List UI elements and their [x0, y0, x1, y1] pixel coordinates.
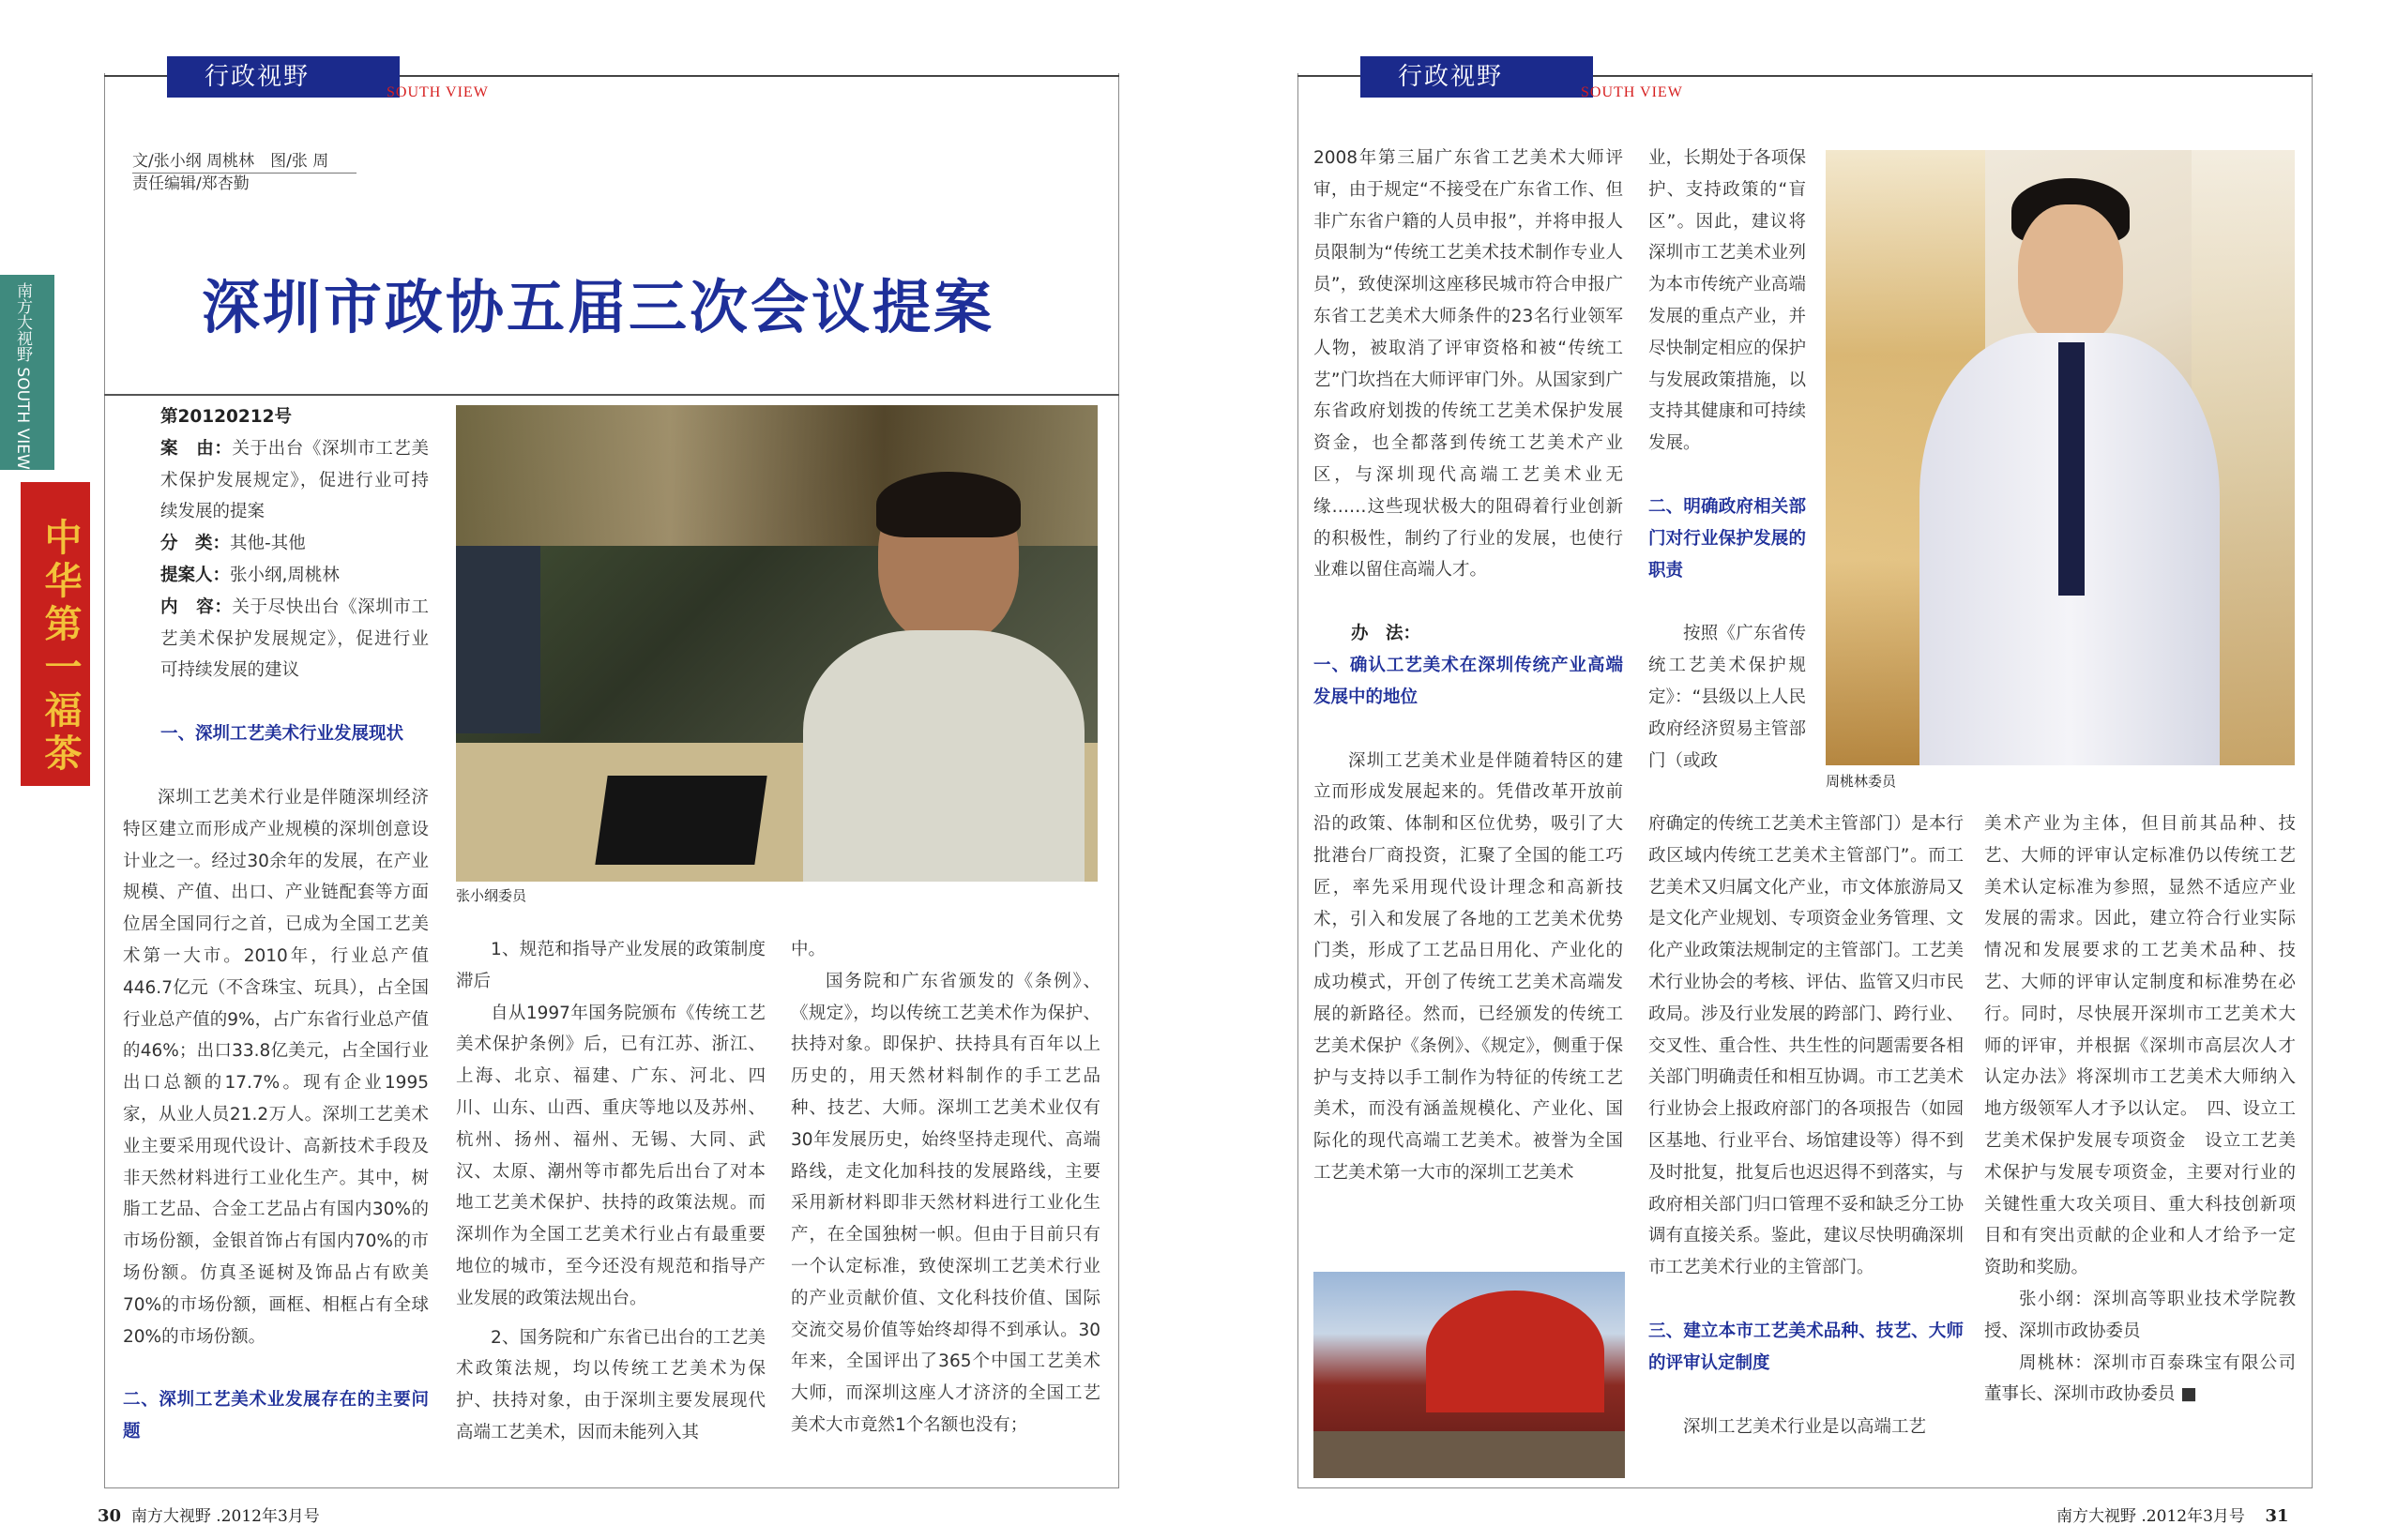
- left-section-tab: 行政视野: [167, 56, 400, 98]
- photo-exhibition: [1313, 1272, 1625, 1478]
- method2-heading: 二、明确政府相关部门对行业保护发展的职责: [1648, 496, 1806, 581]
- right-col1-para1: 2008年第三届广东省工艺美术大师评审，由于规定“不接受在广东省工作、但非广东省户籍的人员申报”，并将申报人员限制为“传统工艺美术技术制作专业人员”，致使深圳这座移民城市符合申报广东省工艺美术大师条件的23名行业领军人物，被取消了评审资格和被“传统工艺”门坎挡在大师评审门外。从国家到广东省政府划拨的传统工艺美术保护发展资金，也全都落到传统工艺美术产业区，与深圳现代高端工艺美术业无缘……这些现状极大的阻碍着行业创新的积极性，制约了行业的发展，也使行业难以留住高端人才。: [1313, 148, 1623, 581]
- col4-para1: 中。: [791, 940, 827, 959]
- photo-keyboard: [595, 776, 766, 865]
- col4-para2: 国务院和广东省颁发的《条例》、《规定》，均以传统工艺美术作为保护、扶持对象。即保护、扶持具有百年以上历史的，用天然材料制作的手工艺品种、技艺、大师。深圳工艺美术业仅有30年发展历史，始终坚持走现代、高端路线，走文化加科技的发展路线，主要采用新材料即非天然材料进行工业化生产，在全国独树一帜。但由于目前只有一个认定标准，致使深圳工艺美术行业的产业贡献价值、文化科技价值、国际交流交易价值等始终却得不到承认。30年来，全国评出了365个中国工艺美术大师，而深圳这座人才济济的全国工艺美术大市竟然1个名额也没有；: [791, 971, 1100, 1435]
- right-section-tab-en: SOUTH VIEW: [1581, 84, 1683, 100]
- photo-monitor: [456, 546, 540, 733]
- right-col2-para2: 府确定的传统工艺美术主管部门）是本行政区域内传统工艺美术主管部门”。而工艺美术又归属文化产业，市文体旅游局又是文化产业规划、专项资金业务管理、文化产业政策法规制定的主管部门。工艺美术行业协会的考核、评估、监管又归市民政局。涉及行业发展的跨部门、跨行业、交叉性、重合性、共生性的问题需要各相关部门明确责任和相互协调。市工艺美术行业协会上报政府部门的各项报告（如园区基地、行业平台、场馆建设等）得不到及时批复，批复后也迟迟得不到落实，与政府相关部门归口管理不妥和缺乏分工协调有直接关系。鉴此，建议尽快明确深圳市工艺美术行业的主管部门。: [1648, 814, 1964, 1278]
- photo-person-body: [803, 630, 1085, 882]
- left-column-4: [791, 934, 1100, 1442]
- section1-heading: 一、深圳工艺美术行业发展现状: [160, 724, 404, 745]
- photo-person2: [1919, 178, 2220, 765]
- right-col2-para3: 深圳工艺美术行业是以高端工艺: [1683, 1416, 1927, 1437]
- photo-person-hair: [876, 472, 1021, 537]
- case-label: 案 由：: [160, 438, 233, 459]
- left-column-1: [123, 401, 429, 1448]
- content-text: 关于尽快出台《深圳市工艺美术保护发展规定》，促进行业可持续发展的建议: [160, 596, 429, 681]
- author-zhou: 周桃林：深圳市百泰珠宝有限公司董事长、深圳市政协委员 ■: [1984, 1352, 2296, 1405]
- section2-heading: 二、深圳工艺美术业发展存在的主要问题: [123, 1390, 429, 1442]
- category-label: 分 类：: [160, 534, 231, 554]
- right-col2-para2-start: 按照《广东省传统工艺美术保护规定》：“县级以上人民政府经济贸易主管部门（或政: [1648, 624, 1806, 771]
- right-section-tab: 行政视野: [1360, 56, 1593, 98]
- photo-person: [803, 476, 1085, 882]
- right-column-2-wide: [1648, 808, 1964, 1442]
- left-folio-text: 南方大视野 .2012年3月号: [130, 1507, 320, 1526]
- proposal-number: 第20120212号: [160, 407, 292, 427]
- content-label: 内 容：: [160, 596, 233, 617]
- proposer-label: 提案人：: [160, 565, 231, 585]
- right-page-number: 31: [2265, 1506, 2289, 1526]
- title-divider: [104, 394, 1119, 396]
- category-text: 其他-其他: [230, 534, 306, 554]
- photo-zhang-xiaogang: [456, 405, 1098, 882]
- photo-exhibition-arch: [1426, 1291, 1604, 1412]
- section1-paragraph: 深圳工艺美术行业是伴随深圳经济特区建立而形成产业规模的深圳创意设计业之一。经过30余年的发展，在产业规模、产值、出口、产业链配套等方面位居全国同行之首，已成为全国工艺美术第一大市。2010年，行业总产值446.7亿元（不含珠宝、玩具），占全国行业总产值的9%，占广东省行业总产值的46%；出口33.8亿美元，占全国行业出口总额的17.7%。现有企业1995家，从业人员21.2万人。深圳工艺美术业主要采用现代设计、高新技术手段及非天然材料进行工业化生产。其中，树脂工艺品、合金工艺品占有国内30%的市场份额，金银首饰占有国内70%的市场份额。仿真圣诞树及饰品占有欧美70%的市场份额，画框、相框占有全球20%的市场份额。: [123, 787, 429, 1347]
- left-folio: [98, 1502, 320, 1526]
- right-col2-para1: 业，长期处于各项保护、支持政策的“盲区”。因此，建议将深圳市工艺美术业列为本市传统产业高端发展的重点产业，并尽快制定相应的保护与发展政策措施，以支持其健康和可持续发展。: [1648, 148, 1806, 454]
- method3-heading: 三、建立本市工艺美术品种、技艺、大师的评审认定制度: [1648, 1321, 1964, 1373]
- case-text: 关于出台《深圳市工艺美术保护发展规定》，促进行业可持续发展的提案: [160, 438, 429, 522]
- sub1-paragraph: 自从1997年国务院颁布《传统工艺美术保护条例》后，已有江苏、浙江、上海、北京、福建、广东、河北、四川、山东、山西、重庆等地以及苏州、杭州、扬州、福州、无锡、大同、武汉、太原、潮州等市都先后出台了对本地工艺美术保护、扶持的政策法规。而深圳作为全国工艺美术行业占有最重要地位的城市，至今还没有规范和指导产业发展的政策法规出台。: [456, 1003, 766, 1308]
- side-tab-magazine-text: 南方大视野 SOUTH VIEW: [13, 282, 32, 470]
- right-folio: [2056, 1502, 2289, 1526]
- left-photo-caption: 张小纲委员: [456, 887, 527, 904]
- method1-heading: 一、确认工艺美术在深圳传统产业高端发展中的地位: [1313, 655, 1623, 707]
- photo-person2-tie: [2058, 342, 2085, 596]
- left-section-tab-en: SOUTH VIEW: [387, 84, 489, 100]
- side-tab-ad: [21, 482, 90, 786]
- byline-authors: 文/张小纲 周桃林 图/张 周: [132, 150, 357, 174]
- right-column-3: [1984, 808, 2296, 1411]
- right-col3-para1: 美术产业为主体，但目前其品种、技艺、大师的评审认定标准仍以传统工艺美术认定标准为参照，显然不适应产业发展的需求。因此，建立符合行业实际情况和发展要求的工艺美术品种、技艺、大师的评审认定制度和标准势在必行。同时，尽快展开深圳市工艺美术大师的评审，并根据《深圳市高层次人才认定办法》将深圳市工艺美术大师纳入地方级领军人才予以认定。 四、设立工艺美术保护发展专项资金 设立工艺美术保护与发展专项资金，主要对行业的关键性重大攻关项目、重大科技创新项目和有突出贡献的企业和人才给予一定资助和奖励。: [1984, 814, 2296, 1278]
- side-tab-ad-text: 中华第一福茶: [38, 518, 83, 777]
- photo-zhou-taolin: [1826, 150, 2295, 765]
- proposer-text: 张小纲,周桃林: [230, 565, 340, 585]
- article-title: 深圳市政协五届三次会议提案: [202, 273, 995, 341]
- left-column-3: [456, 934, 766, 1449]
- photo-exhibition-floor: [1313, 1431, 1625, 1478]
- right-col1-para2: 深圳工艺美术业是伴随着特区的建立而形成发展起来的。凭借改革开放前沿的政策、体制和区位优势，吸引了大批港台厂商投资，汇聚了全国的能工巧匠，率先采用现代设计理念和高新技术，引入和发展了各地的工艺美术优势门类，形成了工艺品日用化、产业化的成功模式，开创了传统工艺美术高端发展的新路径。然而，已经颁发的传统工艺美术保护《条例》、《规定》，侧重于保护与支持以手工制作为特征的传统工艺美术，而没有涵盖规模化、产业化、国际化的现代高端工艺美术。被誉为全国工艺美术第一大市的深圳工艺美术: [1313, 750, 1623, 1183]
- right-photo-caption: 周桃林委员: [1826, 773, 1897, 790]
- sub2-heading: 2、国务院和广东省已出台的工艺美术政策法规，均以传统工艺美术为保护、扶持对象，由于深圳主要发展现代高端工艺美术，因而未能列入其: [456, 1327, 766, 1442]
- method-label: 办 法：: [1351, 624, 1421, 644]
- sub1-heading: 1、规范和指导产业发展的政策制度滞后: [456, 940, 766, 991]
- right-folio-text: 南方大视野 .2012年3月号: [2056, 1507, 2245, 1526]
- left-page-number: 30: [98, 1506, 122, 1526]
- right-column-2: [1648, 143, 1806, 777]
- byline-editor: 责任编辑/郑杏勤: [132, 174, 250, 193]
- photo-person2-head: [2018, 204, 2123, 345]
- author-zhang: 张小纲：深圳高等职业技术学院教授、深圳市政协委员: [1984, 1289, 2296, 1341]
- side-tab-magazine: [0, 275, 54, 470]
- right-column-1: [1313, 143, 1623, 1189]
